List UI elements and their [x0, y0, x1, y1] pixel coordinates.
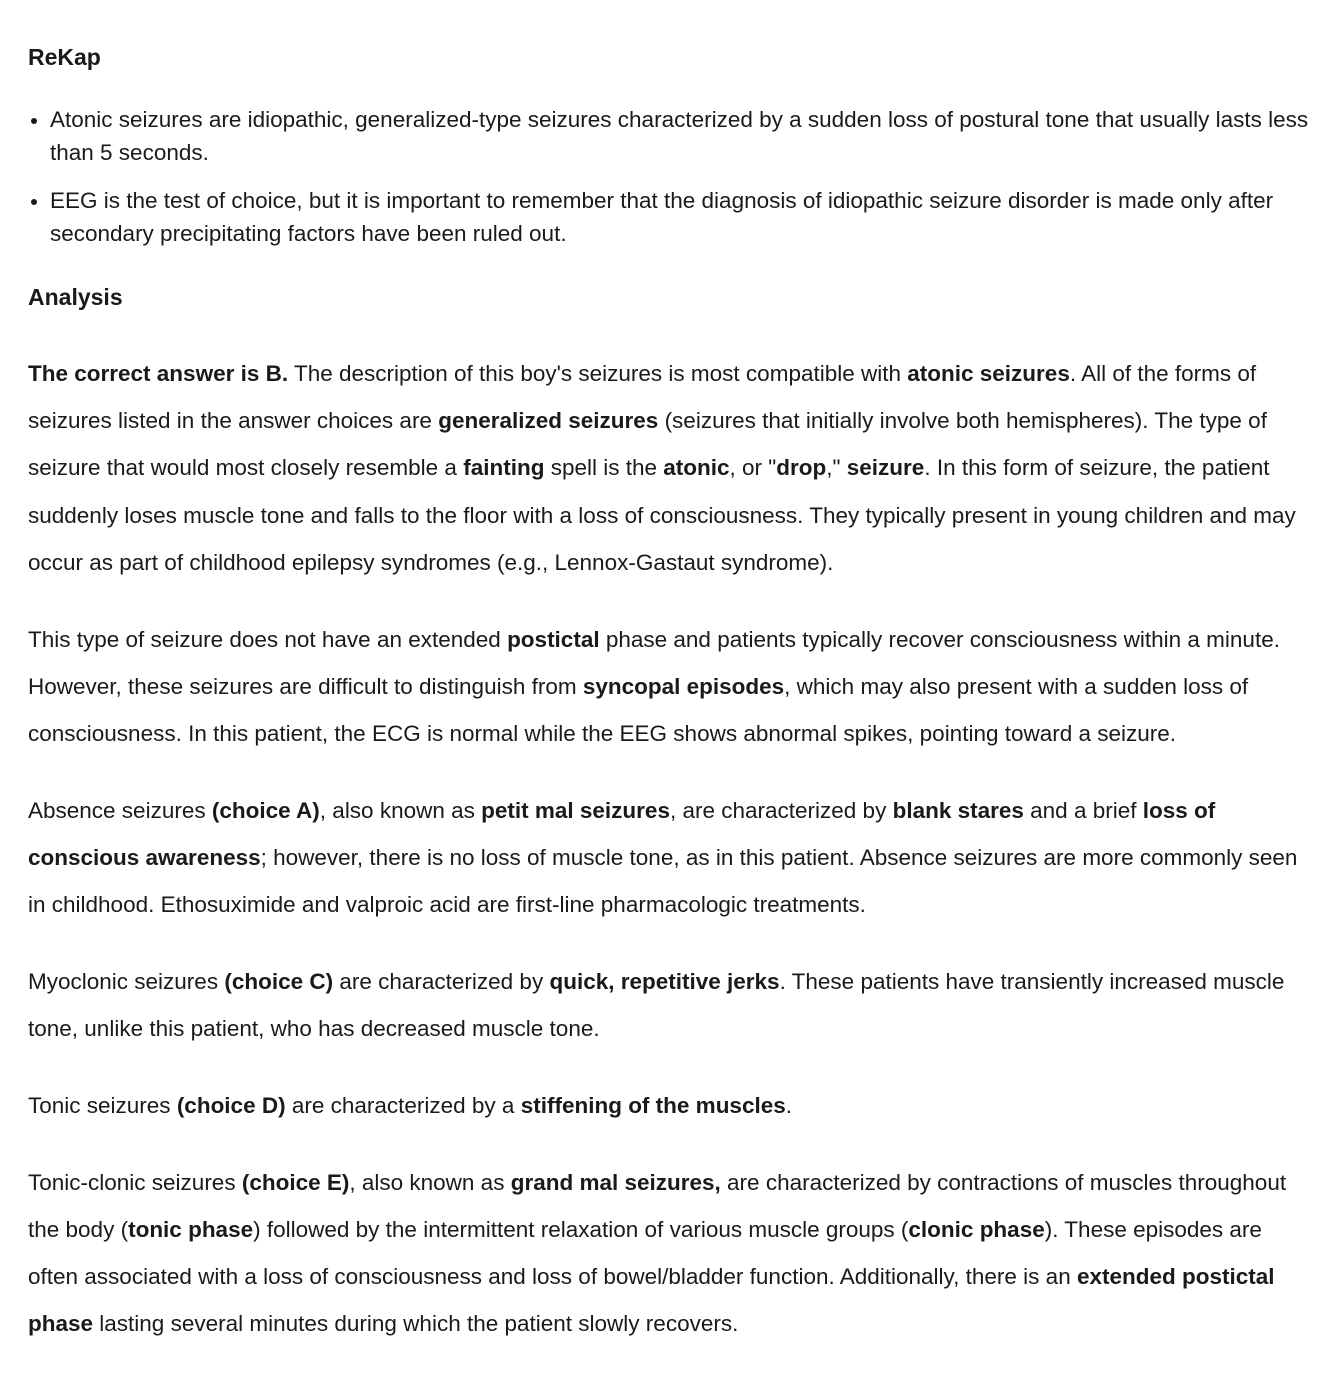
text-span: spell is the — [544, 455, 664, 481]
text-span: , also known as — [319, 797, 482, 823]
analysis-paragraph-choice-a — [28, 787, 1298, 929]
choice-label: (choice C) — [224, 969, 334, 995]
text-span: phase and patients typically recover consciousness within a minute. However, these seizures are difficult to distinguish from — [28, 626, 1280, 699]
key-term: stiffening of the muscles — [520, 1093, 786, 1119]
key-term: seizure — [846, 455, 925, 481]
text-span: Absence seizures — [28, 797, 212, 823]
text-span: , which may also present with a sudden loss of consciousness. In this patient, the ECG is normal while the EEG shows abnormal spikes, pointing toward a seizure. — [28, 673, 1249, 747]
text-span: are characterized by a — [285, 1093, 521, 1119]
text-span: ; however, there is no loss of muscle tone, as in this patient. Absence seizures are more commonly seen in childhood. Ethosuximide and valproic acid are first-line pharmacologic treatments. — [28, 845, 1298, 918]
key-term: petit mal seizures — [481, 797, 670, 823]
text-span: . — [785, 1093, 793, 1119]
analysis-paragraph-choice-e — [28, 1159, 1298, 1348]
analysis-body — [28, 350, 1298, 1377]
key-term: syncopal episodes — [582, 673, 785, 699]
key-term: blank stares — [892, 797, 1024, 823]
text-span: Tonic seizures — [28, 1093, 177, 1119]
text-span: are characterized by — [333, 969, 550, 995]
text-span: . These patients have transiently increased muscle tone, unlike this patient, who has decreased muscle tone. — [28, 969, 1285, 1042]
key-term: drop — [776, 455, 827, 481]
rekap-list — [28, 103, 1310, 265]
text-span: (seizures that initially involve both hemispheres). The type of seizure that would most closely resemble a — [28, 408, 1267, 481]
text-span: and a brief — [1023, 797, 1143, 823]
rekap-bullet: EEG is the test of choice, but it is important to remember that the diagnosis of idiopathic seizure disorder is made only after secondary precipitating factors have been ruled out. — [50, 184, 1310, 250]
key-term: quick, repetitive jerks — [549, 969, 780, 995]
text-span: are characterized by contractions of muscles throughout the body ( — [28, 1169, 1287, 1243]
key-term: atonic seizures — [907, 361, 1070, 386]
analysis-paragraph-choice-d — [28, 1082, 1298, 1129]
rekap-heading: ReKap — [28, 44, 101, 70]
key-term: fainting — [463, 455, 545, 481]
text-span: ," — [826, 455, 847, 481]
choice-label: (choice E) — [241, 1169, 350, 1195]
text-span: , also known as — [349, 1169, 511, 1195]
choice-label: (choice A) — [211, 797, 320, 823]
text-span: , are characterized by — [669, 797, 893, 823]
text-span: The description of this boy's seizures is most compatible with — [288, 361, 908, 386]
key-term: atonic — [663, 455, 730, 481]
analysis-paragraph-correct-answer — [28, 350, 1298, 586]
key-term: postictal — [507, 626, 600, 652]
text-span: , or " — [729, 455, 777, 481]
analysis-paragraph-choice-c — [28, 958, 1298, 1052]
text-span: This type of seizure does not have an extended — [28, 626, 508, 652]
text-span: Myoclonic seizures — [28, 969, 225, 995]
rekap-bullet: Atonic seizures are idiopathic, generalized-type seizures characterized by a sudden loss of postural tone that usually lasts less than 5 seconds. — [50, 103, 1310, 169]
key-term: loss of conscious awareness — [28, 797, 1216, 871]
text-span: ). These episodes are often associated with a loss of consciousness and loss of bowel/bladder function. Additionally, there is an — [28, 1217, 1262, 1290]
analysis-paragraph-postictal — [28, 616, 1298, 758]
key-term: grand mal seizures, — [510, 1169, 721, 1195]
text-span: lasting several minutes during which the patient slowly recovers. — [93, 1311, 739, 1337]
text-span: . All of the forms of seizures listed in the answer choices are — [28, 361, 1257, 434]
key-term: generalized seizures — [438, 408, 659, 434]
text-span: Tonic-clonic seizures — [28, 1169, 242, 1195]
choice-label: (choice D) — [176, 1093, 286, 1119]
key-term: clonic phase — [908, 1217, 1045, 1243]
correct-answer-statement: The correct answer is B. — [28, 361, 289, 386]
key-term: tonic phase — [128, 1217, 254, 1243]
analysis-heading: Analysis — [28, 284, 123, 310]
text-span: . In this form of seizure, the patient suddenly loses muscle tone and falls to the floor with a loss of consciousness. They typically present in young children and may occur as part of childhood epilepsy syndromes (e.g., Lennox-Gastaut syndrome). — [28, 455, 1296, 575]
text-span: ) followed by the intermittent relaxation of various muscle groups ( — [253, 1217, 909, 1243]
key-term: extended postictal phase — [28, 1264, 1275, 1337]
